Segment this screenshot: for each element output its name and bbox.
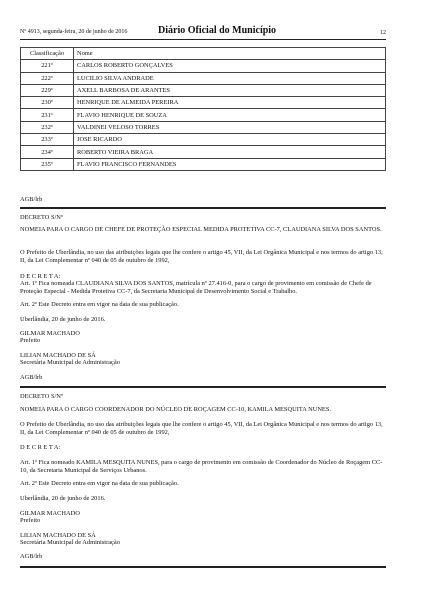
section-divider: [20, 386, 386, 388]
decree-heading: DECRETO S/Nº: [20, 393, 63, 400]
name-cell: CARLOS ROBERTO GONÇALVES: [74, 60, 386, 72]
decree-preamble: O Prefeito de Uberlândia, no uso das atribuições legais que lhe confere o artigo 45, VII, da Lei Orgânica Municipal e nos termos do artigo 13, II, da Lei Complementar nº 040 de 05 de outubro de 1992,: [20, 421, 383, 436]
classification-cell: 234º: [21, 146, 74, 158]
decree-decreta: D E C R E T A:: [20, 444, 61, 451]
decree-place-date: Uberlândia, 20 de junho de 2016.: [20, 316, 106, 323]
section-divider: [20, 207, 386, 209]
page-number: 12: [380, 30, 386, 36]
decree-subject: NOMEIA PARA O CARGO COORDENADOR DO NÚCLEO DE ROÇAGEM CC-10, KAMILA MESQUITA NUNES.: [20, 406, 331, 413]
name-cell: AXELL BARBOSA DE ARANTES: [74, 84, 386, 96]
gazette-title: Diário Oficial do Município: [158, 25, 277, 36]
table-row: [21, 72, 386, 84]
table-row: [21, 121, 386, 133]
classification-cell: 221º: [21, 60, 74, 72]
column-header-classification: Classificação: [21, 48, 74, 60]
table-row: [21, 97, 386, 109]
ranking-initials: AGB/lrb: [20, 196, 43, 203]
table-row: [21, 109, 386, 121]
section-divider: [20, 566, 386, 568]
decree-preamble: O Prefeito de Uberlândia, no uso das atribuições legais que lhe confere o artigo 45, VII, da Lei Orgânica Municipal e nos termos do artigo 13, II, da Lei Complementar nº 040 de 05 de outubro de 1992,: [20, 249, 383, 264]
table-row: [21, 134, 386, 146]
signatory-mayor-role: Prefeito: [20, 517, 41, 524]
signatory-mayor-name: GILMAR MACHADO: [20, 330, 80, 337]
classification-cell: 233º: [21, 134, 74, 146]
classification-cell: 235º: [21, 158, 74, 170]
column-header-name: Nome: [74, 48, 386, 60]
name-cell: JOSE RICARDO: [74, 134, 386, 146]
name-cell: ROBERTO VIEIRA BRAGA: [74, 146, 386, 158]
decree-decreta: D E C R E T A:: [20, 273, 61, 280]
signatory-secretary-name: LILIAN MACHADO DE SÁ: [20, 352, 96, 359]
decree-place-date: Uberlândia, 20 de junho de 2016.: [20, 495, 106, 502]
classification-cell: 232º: [21, 121, 74, 133]
table-row: [21, 146, 386, 158]
signatory-secretary-role: Secretária Municipal de Administração: [20, 359, 120, 366]
name-cell: VALDINEI VELOSO TORRES: [74, 121, 386, 133]
name-cell: FLAVIO HENRIQUE DE SOUZA: [74, 109, 386, 121]
name-cell: FLAVIO FRANCISCO FERNANDES: [74, 158, 386, 170]
classification-table: [20, 47, 386, 171]
page-header: [20, 26, 386, 38]
table-header-row: [21, 48, 386, 60]
name-cell: LUCILIO SILVA ANDRADE: [74, 72, 386, 84]
classification-cell: 229º: [21, 84, 74, 96]
signatory-secretary-role: Secretária Municipal de Administração: [20, 539, 120, 546]
signatory-mayor-name: GILMAR MACHADO: [20, 510, 80, 517]
name-cell: HENRIQUE DE ALMEIDA PEREIRA: [74, 97, 386, 109]
table-row: [21, 60, 386, 72]
decree-article-1: Art. 1º Fica nomeado KAMILA MESQUITA NUNES, para o cargo de provimento em comissão de Coordenador do Núcleo de Roçagem CC-10, da Secretaria Municipal de Serviços Urbanos.: [20, 459, 383, 474]
classification-cell: 222º: [21, 72, 74, 84]
header-rule: [20, 39, 386, 40]
classification-cell: 230º: [21, 97, 74, 109]
classification-cell: 231º: [21, 109, 74, 121]
decree-heading: DECRETO S/Nº: [20, 214, 63, 221]
decree-initials: AGB/lrb: [20, 374, 43, 381]
decree-article-2: Art. 2º Este Decreto entra em vigor na data de sua publicação.: [20, 480, 179, 487]
table-row: [21, 84, 386, 96]
decree-subject: NOMEIA PARA O CARGO DE CHEFE DE PROTEÇÃO ESPECIAL MEDIDA PROTETIVA CC-7, CLAUDIANA SILVA DOS SANTOS.: [20, 226, 382, 233]
signatory-secretary-name: LILIAN MACHADO DE SÁ: [20, 532, 96, 539]
decree-article-1: Art. 1º Fica nomeada CLAUDIANA SILVA DOS SANTOS, matrícula nº 27.416-0, para o cargo de provimento em comissão de Chefe de Proteção Especial - Medida Protetiva CC-7, da Secretaria Municipal de Desenvolvimento Social e Trabalho.: [20, 280, 372, 295]
issue-info: Nº 4913, segunda-feira, 20 de junho de 2016: [20, 29, 128, 35]
signatory-mayor-role: Prefeito: [20, 337, 41, 344]
decree-article-2: Art. 2º Este Decreto entra em vigor na data de sua publicação.: [20, 301, 179, 308]
decree-initials: AGB/lrb: [20, 553, 43, 560]
table-row: [21, 158, 386, 170]
